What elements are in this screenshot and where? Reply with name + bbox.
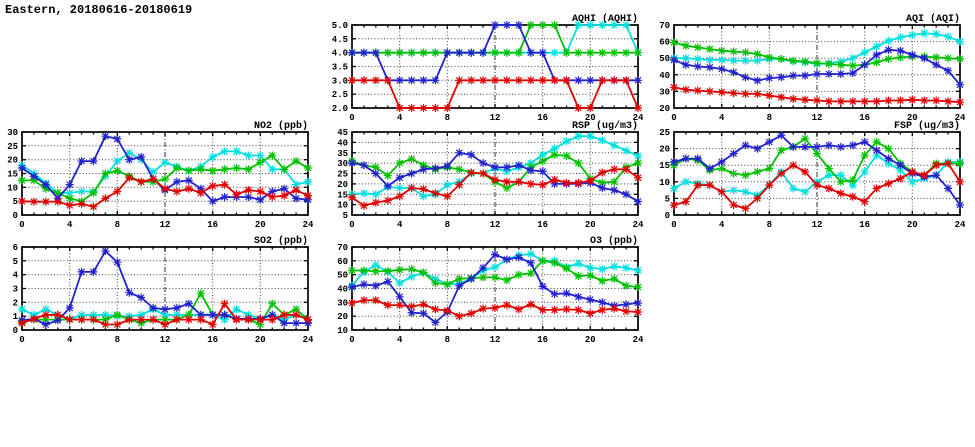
y-tick-label: 5 <box>342 211 348 221</box>
y-tick-label: 4 <box>12 270 18 281</box>
y-tick-label: 3.5 <box>331 62 348 73</box>
x-tick-label: 24 <box>302 220 314 230</box>
chart-panel-rsp <box>330 119 652 233</box>
x-tick-label: 20 <box>906 220 918 230</box>
x-tick-label: 16 <box>859 113 871 123</box>
y-tick-label: 30 <box>337 159 348 170</box>
y-tick-label: 25 <box>337 169 348 180</box>
chart-title: AQI (AQI) <box>905 14 960 25</box>
y-tick-label: 20 <box>7 155 18 166</box>
y-tick-label: 20 <box>659 144 670 155</box>
x-tick-label: 4 <box>396 335 403 345</box>
chart-title: O3 (ppb) <box>589 236 638 247</box>
y-tick-label: 15 <box>337 190 348 201</box>
x-tick-label: 8 <box>444 113 451 123</box>
x-tick-label: 12 <box>811 220 823 230</box>
y-tick-label: 2 <box>12 298 18 309</box>
aqhi-chart <box>330 12 650 124</box>
x-tick-label: 0 <box>19 220 25 230</box>
x-tick-label: 24 <box>632 113 644 123</box>
y-tick-label: 0 <box>664 211 670 221</box>
x-tick-label: 24 <box>954 220 966 230</box>
x-tick-label: 20 <box>906 113 918 123</box>
x-tick-label: 16 <box>859 220 871 230</box>
x-tick-label: 8 <box>444 220 451 230</box>
chart-panel-o3 <box>330 234 652 348</box>
no2-chart <box>0 119 320 231</box>
chart-panel-aqhi <box>330 12 652 126</box>
y-tick-label: 25 <box>659 128 670 138</box>
y-tick-label: 2.0 <box>331 104 348 114</box>
y-tick-label: 40 <box>337 138 348 149</box>
y-tick-label: 3 <box>12 284 18 295</box>
chart-title: SO2 (ppb) <box>253 236 308 247</box>
green-series <box>670 38 964 69</box>
x-tick-label: 16 <box>537 220 549 230</box>
x-tick-label: 0 <box>671 220 677 230</box>
green-series-markers <box>670 38 964 69</box>
x-tick-label: 4 <box>66 220 73 230</box>
y-tick-label: 30 <box>337 298 348 309</box>
y-tick-label: 70 <box>659 21 670 31</box>
y-tick-label: 30 <box>7 128 18 138</box>
y-tick-label: 20 <box>337 179 348 190</box>
x-tick-label: 0 <box>349 113 355 123</box>
y-tick-label: 4.5 <box>331 34 348 45</box>
y-tick-label: 70 <box>337 243 348 253</box>
x-tick-label: 24 <box>302 335 314 345</box>
y-tick-label: 5 <box>12 197 18 208</box>
x-tick-label: 12 <box>159 220 171 230</box>
y-tick-label: 5 <box>664 194 670 205</box>
so2-chart <box>0 234 320 346</box>
y-tick-label: 0 <box>12 326 18 336</box>
y-tick-label: 15 <box>659 161 670 172</box>
x-tick-label: 8 <box>766 113 773 123</box>
x-tick-label: 4 <box>718 113 725 123</box>
x-tick-label: 12 <box>489 113 501 123</box>
x-tick-label: 16 <box>537 113 549 123</box>
x-tick-label: 12 <box>159 335 171 345</box>
chart-title: FSP (ug/m3) <box>893 121 960 132</box>
x-tick-label: 16 <box>207 335 219 345</box>
x-tick-label: 0 <box>19 335 25 345</box>
y-tick-label: 3.0 <box>331 76 348 87</box>
x-tick-label: 12 <box>489 220 501 230</box>
x-tick-label: 8 <box>114 220 121 230</box>
fsp-chart <box>652 119 972 231</box>
y-tick-label: 10 <box>337 200 348 211</box>
y-tick-label: 2.5 <box>331 90 348 101</box>
chart-title: AQHI (AQHI) <box>571 14 638 25</box>
page-title: Eastern, 20180616-20180619 <box>5 3 193 17</box>
x-tick-label: 24 <box>632 220 644 230</box>
x-tick-label: 4 <box>396 113 403 123</box>
y-tick-label: 50 <box>337 270 348 281</box>
x-tick-label: 8 <box>444 335 451 345</box>
y-tick-label: 10 <box>7 183 18 194</box>
y-tick-label: 15 <box>7 169 18 180</box>
y-tick-label: 40 <box>659 70 670 81</box>
y-tick-label: 6 <box>12 243 18 253</box>
x-tick-label: 0 <box>349 220 355 230</box>
chart-panel-so2 <box>0 234 322 348</box>
x-tick-label: 20 <box>584 113 596 123</box>
y-tick-label: 50 <box>659 54 670 65</box>
x-tick-label: 0 <box>349 335 355 345</box>
x-tick-label: 20 <box>254 220 266 230</box>
aqi-chart <box>652 12 972 124</box>
x-tick-label: 24 <box>632 335 644 345</box>
chart-panel-aqi <box>652 12 974 126</box>
y-tick-label: 10 <box>659 177 670 188</box>
y-tick-label: 35 <box>337 148 348 159</box>
x-tick-label: 8 <box>114 335 121 345</box>
y-tick-label: 5 <box>12 256 18 267</box>
y-tick-label: 4.0 <box>331 48 348 59</box>
y-tick-label: 0 <box>12 211 18 221</box>
x-tick-label: 12 <box>811 113 823 123</box>
rsp-chart <box>330 119 650 231</box>
y-tick-label: 20 <box>659 104 670 114</box>
y-tick-label: 20 <box>337 312 348 323</box>
y-tick-label: 40 <box>337 284 348 295</box>
chart-title: NO2 (ppb) <box>253 121 308 132</box>
x-tick-label: 4 <box>396 220 403 230</box>
y-tick-label: 60 <box>659 37 670 48</box>
x-tick-label: 24 <box>954 113 966 123</box>
x-tick-label: 8 <box>766 220 773 230</box>
y-tick-label: 30 <box>659 87 670 98</box>
red-series-line <box>352 80 638 108</box>
x-tick-label: 20 <box>254 335 266 345</box>
x-tick-label: 4 <box>718 220 725 230</box>
chart-panel-fsp <box>652 119 974 233</box>
y-tick-label: 10 <box>337 326 348 336</box>
x-tick-label: 4 <box>66 335 73 345</box>
x-tick-label: 20 <box>584 220 596 230</box>
x-tick-label: 0 <box>671 113 677 123</box>
y-tick-label: 1 <box>12 312 18 323</box>
x-tick-label: 12 <box>489 335 501 345</box>
chart-panel-no2 <box>0 119 322 233</box>
chart-title: RSP (ug/m3) <box>571 121 638 132</box>
o3-chart <box>330 234 650 346</box>
x-tick-label: 16 <box>207 220 219 230</box>
y-tick-label: 5.0 <box>331 21 348 31</box>
y-tick-label: 25 <box>7 141 18 152</box>
x-tick-label: 16 <box>537 335 549 345</box>
y-tick-label: 45 <box>337 128 348 138</box>
x-tick-label: 20 <box>584 335 596 345</box>
y-tick-label: 60 <box>337 256 348 267</box>
